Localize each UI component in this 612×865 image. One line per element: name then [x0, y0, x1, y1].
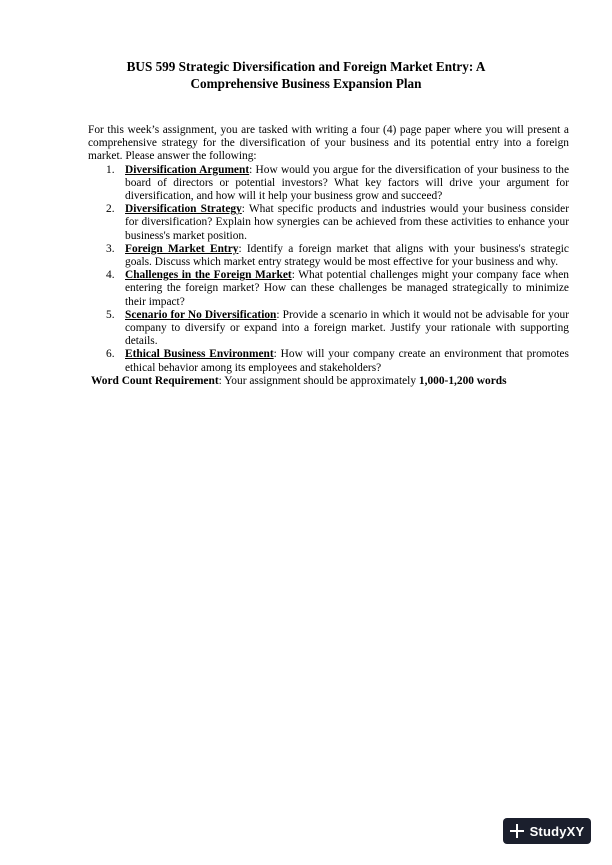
- list-item: [88, 348, 569, 374]
- badge-label: StudyXY: [529, 823, 585, 839]
- question-text: : How would you argue for the diversification of your business to the board of directors or potential investors? What key factors will drive your argument for diversification, and how will it help your business grow and succeed?: [125, 163, 570, 203]
- list-number: 5.: [106, 308, 115, 321]
- question-text: : Identify a foreign market that aligns with your business's strategic goals. Discuss which market entry strategy would be most effective for your business and why.: [125, 242, 569, 269]
- list-item: [88, 203, 569, 243]
- word-count-value: 1,000-1,200 words: [418, 374, 507, 387]
- title-line-1: BUS 599 Strategic Diversification and Foreign Market Entry: A: [126, 59, 486, 74]
- list-number: 4.: [106, 269, 115, 282]
- document-title: [90, 58, 522, 92]
- list-item: [88, 309, 569, 349]
- question-heading: Diversification Argument: [125, 163, 250, 176]
- question-text: : Provide a scenario in which it would not be advisable for your company to diversify or expand into a foreign market. Justify your rationale with supporting details.: [125, 308, 570, 348]
- question-heading: Ethical Business Environment: [125, 348, 274, 361]
- list-number: 6.: [106, 348, 115, 361]
- plus-icon: [510, 824, 524, 838]
- title-line-2: Comprehensive Business Expansion Plan: [190, 76, 422, 91]
- word-count-requirement: [91, 375, 569, 388]
- question-heading: Scenario for No Diversification: [125, 308, 277, 321]
- question-heading: Diversification Strategy: [125, 203, 242, 216]
- intro-paragraph: For this week’s assignment, you are tasked with writing a four (4) page paper where you will present a comprehensive strategy for the diversification of your business and its potential entry into a foreign market. Please answer the following:: [88, 124, 569, 163]
- list-item: [88, 243, 569, 269]
- question-heading: Foreign Market Entry: [125, 242, 239, 255]
- list-number: 1.: [106, 163, 115, 176]
- word-count-heading: Word Count Requirement: [91, 374, 219, 387]
- word-count-text: : Your assignment should be approximately: [218, 374, 419, 387]
- list-item: [88, 164, 569, 204]
- list-number: 3.: [106, 242, 115, 255]
- question-text: : How will your company create an environment that promotes ethical behavior among its employees and stakeholders?: [125, 348, 569, 374]
- question-list: [88, 164, 569, 375]
- studyxy-badge[interactable]: [503, 818, 591, 844]
- question-heading: Challenges in the Foreign Market: [125, 269, 292, 282]
- question-text: : What potential challenges might your company face when entering the foreign market? How can these challenges be managed strategically to minimize their impact?: [125, 269, 569, 308]
- question-text: : What specific products and industries would your business consider for diversification? Explain how synergies can be achieved from these activities to enhance your business's market position.: [125, 203, 569, 242]
- document-body: [88, 124, 569, 388]
- list-number: 2.: [106, 203, 115, 216]
- list-item: [88, 269, 569, 309]
